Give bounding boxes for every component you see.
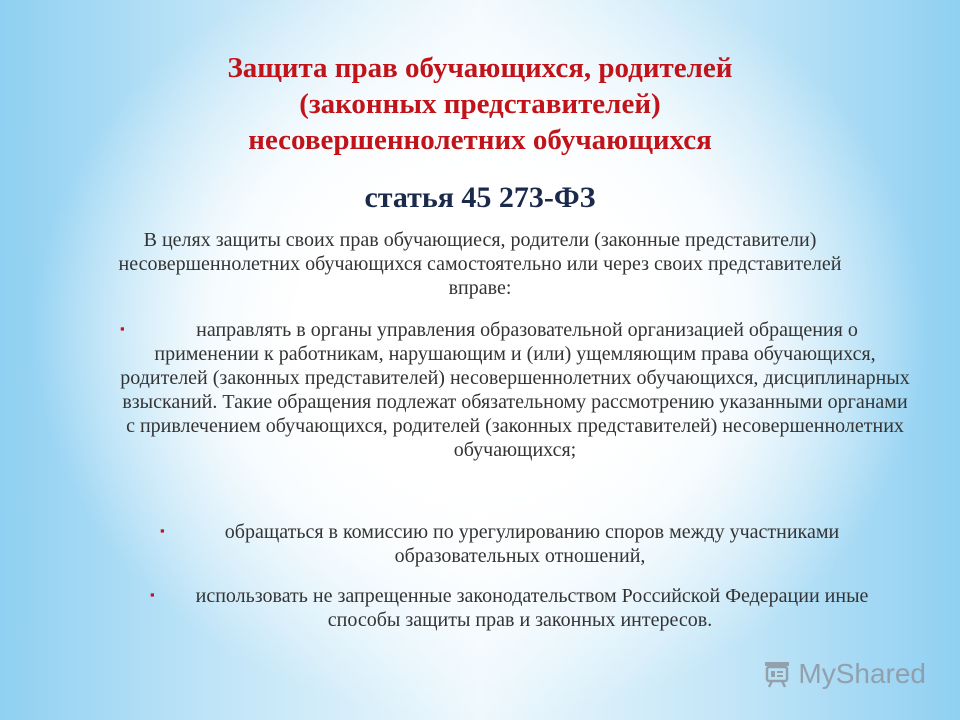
title-line-1: Защита прав обучающихся, родителей bbox=[227, 52, 733, 84]
intro-paragraph: В целях защиты своих прав обучающиеся, родители (законные представители) несовершеннолетних обучающихся самостоятельно или через своих представителей вправе: bbox=[118, 229, 842, 299]
bullet-item-1 bbox=[120, 318, 910, 462]
bullet-text-3: использовать не запрещенные законодательством Российской Федерации иные способы защиты прав и законных интересов. bbox=[195, 585, 869, 631]
presentation-board-icon bbox=[762, 659, 792, 689]
bullet-marker-icon: ▪ bbox=[150, 587, 155, 602]
bullet-text-2: обращаться в комиссию по урегулированию споров между участниками образовательных отношений, bbox=[224, 521, 840, 567]
watermark-text: MyShared bbox=[798, 658, 926, 689]
slide-title bbox=[120, 50, 840, 158]
bullet-item-3 bbox=[150, 584, 890, 632]
title-line-2: (законных представителей) bbox=[299, 88, 661, 120]
bullet-item-2 bbox=[160, 520, 880, 568]
bullet-marker-icon: ▪ bbox=[160, 523, 165, 538]
title-line-3: несовершеннолетних обучающихся bbox=[248, 124, 712, 156]
bullet-marker-icon: ▪ bbox=[120, 321, 125, 336]
myshared-watermark bbox=[762, 658, 926, 690]
bullet-text-1: направлять в органы управления образовательной организацией обращения о применении к работникам, нарушающим и (или) ущемляющим права обучающихся, родителей (законных представителей) несовершеннолетних обучающихся, дисциплинарных взысканий. Такие обращения подлежат обязательному рассмотрению указанными органами с привлечением обучающихся, родителей (законных представителей) несовершеннолетних обучающихся; bbox=[120, 319, 910, 461]
slide-subtitle: статья 45 273-ФЗ bbox=[364, 181, 596, 214]
